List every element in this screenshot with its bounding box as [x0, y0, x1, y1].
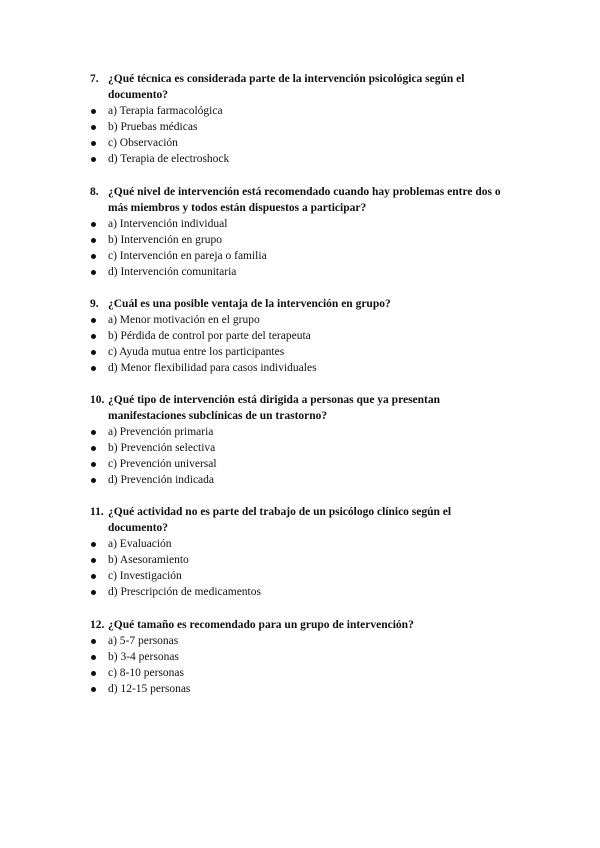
- question-number: 9.: [90, 298, 99, 310]
- option-item: d) Prescripción de medicamentos: [0, 584, 600, 600]
- bullet-icon: [91, 590, 96, 595]
- bullet-icon: [91, 671, 96, 676]
- bullet-icon: [91, 270, 96, 275]
- question-text: ¿Qué actividad no es parte del trabajo de un psicólogo clínico según el documento?: [108, 506, 452, 534]
- question-number: 12.: [90, 619, 105, 631]
- option-item: c) Observación: [0, 135, 600, 151]
- question-text: ¿Qué técnica es considerada parte de la intervención psicológica según el documento?: [108, 73, 465, 101]
- question-8: [0, 184, 600, 280]
- option-item: b) Pérdida de control por parte del terapeuta: [0, 328, 600, 344]
- bullet-icon: [91, 687, 96, 692]
- option-item: b) Pruebas médicas: [0, 119, 600, 135]
- question-12: [0, 617, 600, 697]
- bullet-icon: [91, 222, 96, 227]
- option-item: d) Menor flexibilidad para casos individuales: [0, 360, 600, 376]
- bullet-icon: [91, 109, 96, 114]
- bullet-icon: [91, 462, 96, 467]
- bullet-icon: [91, 125, 96, 130]
- option-item: a) 5-7 personas: [0, 633, 600, 649]
- bullet-icon: [91, 478, 96, 483]
- option-item: a) Prevención primaria: [0, 424, 600, 440]
- bullet-icon: [91, 430, 96, 435]
- question-number: 10.: [90, 394, 105, 406]
- question-number: 7.: [90, 73, 99, 85]
- option-item: b) Asesoramiento: [0, 552, 600, 568]
- bullet-icon: [91, 639, 96, 644]
- bullet-icon: [91, 574, 96, 579]
- option-item: d) Intervención comunitaria: [0, 264, 600, 280]
- bullet-icon: [91, 655, 96, 660]
- options-list: [0, 424, 600, 488]
- bullet-icon: [91, 254, 96, 259]
- option-item: b) 3-4 personas: [0, 649, 600, 665]
- bullet-icon: [91, 334, 96, 339]
- option-item: b) Intervención en grupo: [0, 232, 600, 248]
- question-7: [0, 71, 600, 167]
- options-list: [0, 633, 600, 697]
- option-item: a) Terapia farmacológica: [0, 103, 600, 119]
- option-item: c) Intervención en pareja o familia: [0, 248, 600, 264]
- bullet-icon: [91, 558, 96, 563]
- bullet-icon: [91, 318, 96, 323]
- question-number: 11.: [90, 506, 104, 518]
- option-item: c) Prevención universal: [0, 456, 600, 472]
- option-item: a) Menor motivación en el grupo: [0, 312, 600, 328]
- question-9: [0, 296, 600, 376]
- bullet-icon: [91, 238, 96, 243]
- bullet-icon: [91, 366, 96, 371]
- option-item: a) Evaluación: [0, 536, 600, 552]
- option-item: c) Ayuda mutua entre los participantes: [0, 344, 600, 360]
- option-item: c) 8-10 personas: [0, 665, 600, 681]
- options-list: [0, 536, 600, 600]
- bullet-icon: [91, 157, 96, 162]
- bullet-icon: [91, 350, 96, 355]
- option-item: d) Terapia de electroshock: [0, 151, 600, 167]
- option-item: d) 12-15 personas: [0, 681, 600, 697]
- options-list: [0, 312, 600, 376]
- question-text: ¿Qué nivel de intervención está recomendado cuando hay problemas entre dos o más miembros y todos están dispuestos a participar?: [108, 186, 501, 214]
- option-item: a) Intervención individual: [0, 216, 600, 232]
- bullet-icon: [91, 141, 96, 146]
- options-list: [0, 103, 600, 167]
- question-11: [0, 504, 600, 600]
- question-text: ¿Qué tamaño es recomendado para un grupo de intervención?: [108, 619, 414, 631]
- options-list: [0, 216, 600, 280]
- question-text: ¿Qué tipo de intervención está dirigida a personas que ya presentan manifestaciones subclínicas de un trastorno?: [108, 394, 441, 422]
- question-number: 8.: [90, 186, 99, 198]
- option-item: d) Prevención indicada: [0, 472, 600, 488]
- question-text: ¿Cuál es una posible ventaja de la intervención en grupo?: [108, 298, 391, 310]
- question-10: [0, 392, 600, 488]
- bullet-icon: [91, 542, 96, 547]
- option-item: c) Investigación: [0, 568, 600, 584]
- option-item: b) Prevención selectiva: [0, 440, 600, 456]
- bullet-icon: [91, 446, 96, 451]
